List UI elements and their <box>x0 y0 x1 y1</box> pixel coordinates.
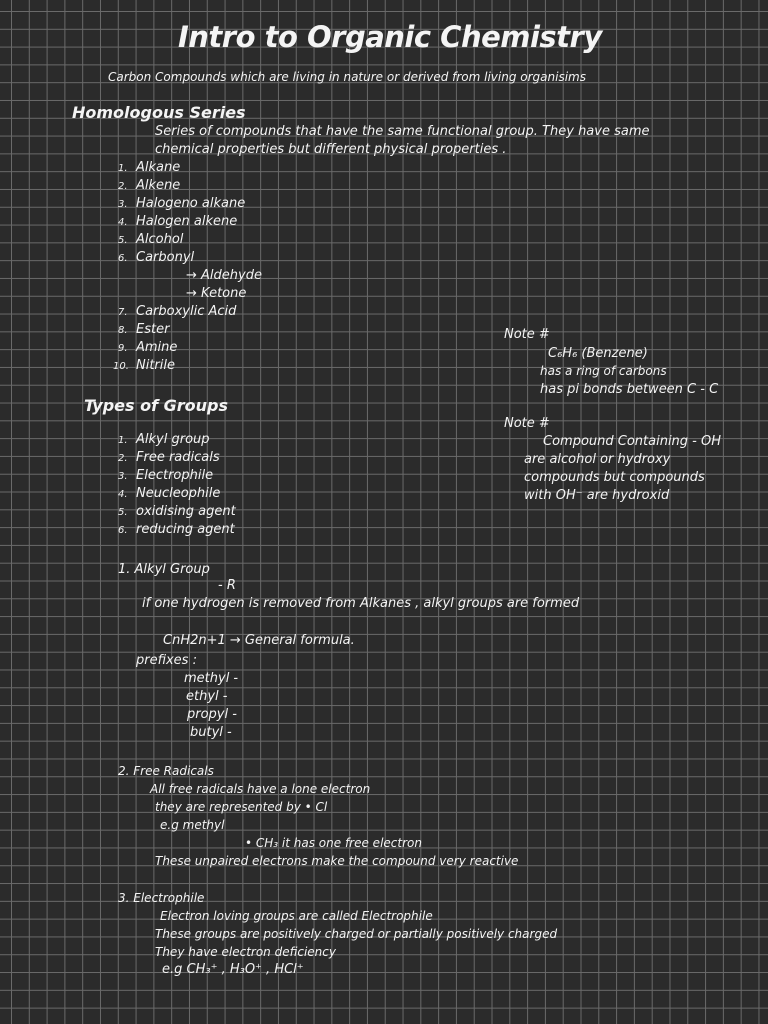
list-item: 5. oxidising agent <box>118 504 236 519</box>
electrophile-line: Electron loving groups are called Electrophile <box>160 909 433 923</box>
electrophile-line: These groups are positively charged or partially positively charged <box>155 927 558 941</box>
list-item: 1. Alkyl group <box>118 432 210 447</box>
list-subitem: → Aldehyde <box>186 268 262 283</box>
electrophile-line: e.g CH₃⁺ , H₃O⁺ , HCl⁺ <box>162 962 304 977</box>
radicals-line: e.g methyl <box>160 818 225 832</box>
page-title: Intro to Organic Chemistry <box>178 20 602 54</box>
prefix-item: ethyl - <box>186 689 228 704</box>
prefixes-label: prefixes : <box>136 653 197 668</box>
homologous-definition-line2: chemical properties but different physical properties . <box>155 142 507 157</box>
note-line: are alcohol or hydroxy <box>524 452 671 467</box>
prefix-item: butyl - <box>190 725 232 740</box>
list-item: 10. Nitrile <box>113 358 175 373</box>
list-item: 5. Alcohol <box>118 232 184 247</box>
note-label: Note # <box>504 327 550 342</box>
alkyl-symbol: - R <box>218 578 236 593</box>
electrophile-line: They have electron deficiency <box>155 945 336 959</box>
list-item: 2. Alkene <box>118 178 181 193</box>
subtitle: Carbon Compounds which are living in nature or derived from living organisims <box>108 70 586 84</box>
list-item: 2. Free radicals <box>118 450 220 465</box>
list-subitem: → Ketone <box>186 286 247 301</box>
note-line: compounds but compounds <box>524 470 705 485</box>
list-item: 9. Amine <box>118 340 178 355</box>
list-item: 8. Ester <box>118 322 170 337</box>
list-item: 4. Neucleophile <box>118 486 221 501</box>
electrophile-heading: 3. Electrophile <box>118 891 205 905</box>
alkyl-heading: 1. Alkyl Group <box>118 562 210 577</box>
homologous-definition-line1: Series of compounds that have the same functional group. They have same <box>155 124 650 139</box>
list-item: 3. Electrophile <box>118 468 214 483</box>
types-heading: Types of Groups <box>84 396 228 415</box>
radicals-line: All free radicals have a lone electron <box>150 782 371 796</box>
homologous-heading: Homologous Series <box>72 103 246 122</box>
note-line: has a ring of carbons <box>540 364 667 378</box>
list-item: 6. reducing agent <box>118 522 235 537</box>
list-item: 3. Halogeno alkane <box>118 196 246 211</box>
radicals-line: • CH₃ it has one free electron <box>245 836 422 850</box>
note-label: Note # <box>504 416 550 431</box>
radicals-line: they are represented by • Cl <box>155 800 328 814</box>
list-item: 7. Carboxylic Acid <box>118 304 237 319</box>
note-line: C₆H₆ (Benzene) <box>548 346 648 361</box>
radicals-line: These unpaired electrons make the compound very reactive <box>155 854 519 868</box>
prefix-item: methyl - <box>184 671 239 686</box>
list-item: 4. Halogen alkene <box>118 214 238 229</box>
list-item: 6. Carbonyl <box>118 250 195 265</box>
list-item: 1. Alkane <box>118 160 181 175</box>
note-line: has pi bonds between C - C <box>540 382 719 397</box>
note-line: with OH⁻ are hydroxid <box>524 488 670 503</box>
prefix-item: propyl - <box>187 707 237 722</box>
alkyl-formula: CnH2n+1 → General formula. <box>163 633 355 648</box>
alkyl-line: if one hydrogen is removed from Alkanes , alkyl groups are formed <box>142 596 580 611</box>
radicals-heading: 2. Free Radicals <box>118 764 214 778</box>
note-line: Compound Containing - OH <box>543 434 722 449</box>
